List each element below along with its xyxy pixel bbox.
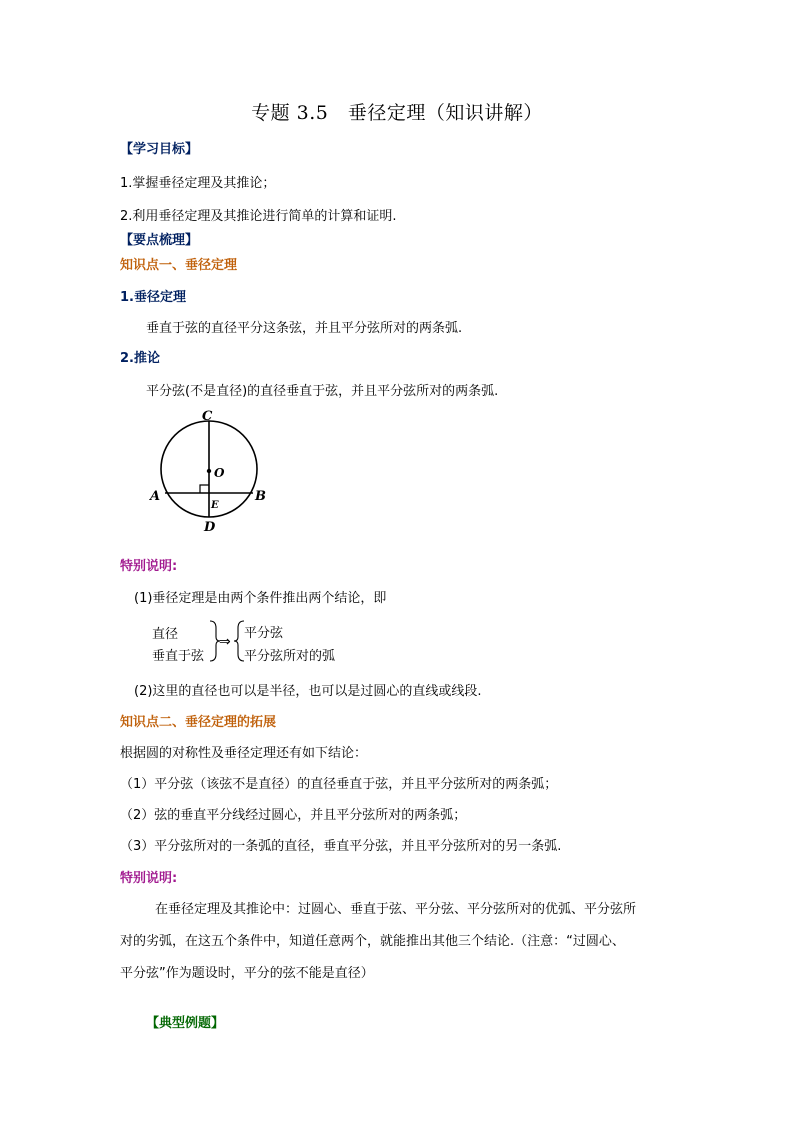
note-2-line-1: 在垂径定理及其推论中：过圆心、垂直于弦、平分弦、平分弦所对的优弧、平分弦所 — [155, 902, 637, 917]
page-title: 专题 3.5 垂径定理（知识讲解） — [251, 102, 543, 124]
conclusion-1: 平分弦 — [244, 626, 284, 641]
subsection-2-text: 平分弦(不是直径)的直径垂直于弦，并且平分弦所对的两条弧. — [146, 384, 499, 399]
circle-figure — [145, 405, 275, 535]
points-header: 【要点梳理】 — [120, 233, 199, 248]
condition-1: 直径 — [152, 627, 179, 642]
list-item: （2）弦的垂直平分线经过圆心，并且平分弦所对的两条弧； — [120, 808, 467, 823]
right-angle-mark — [200, 485, 209, 493]
goal-item-2: 2.利用垂径定理及其推论进行简单的计算和证明. — [120, 209, 397, 224]
list-item: （3）平分弦所对的一条弧的直径，垂直平分弦，并且平分弦所对的另一条弧. — [120, 839, 562, 854]
label-d: D — [204, 520, 216, 535]
label-e: E — [211, 500, 219, 511]
subsection-1-text: 垂直于弦的直径平分这条弦，并且平分弦所对的两条弧. — [146, 321, 463, 336]
label-c: C — [202, 409, 213, 424]
note-2-title: 特别说明: — [120, 871, 178, 886]
note-1-item-2: (2)这里的直径也可以是半径，也可以是过圆心的直线或线段. — [134, 684, 482, 699]
note-2-line-2: 对的劣弧，在这五个条件中，知道任意两个，就能推出其他三个结论.（注意：“过圆心、 — [120, 934, 625, 949]
goals-header: 【学习目标】 — [120, 142, 199, 157]
note-2-line-3: 平分弦”作为题设时，平分的弦不能是直径） — [120, 966, 374, 981]
label-b: B — [255, 489, 266, 504]
condition-2: 垂直于弦 — [152, 649, 205, 664]
knowledge-point-1-title: 知识点一、垂径定理 — [120, 258, 238, 273]
goal-item-1: 1.掌握垂径定理及其推论； — [120, 176, 276, 191]
subsection-2-title: 2.推论 — [120, 351, 160, 366]
implies-arrow: ⇒ — [219, 634, 231, 650]
note-1-title: 特别说明: — [120, 559, 178, 574]
label-o: O — [214, 466, 225, 480]
left-brace — [234, 621, 244, 661]
conclusion-2: 平分弦所对的弧 — [244, 649, 336, 664]
examples-header: 【典型例题】 — [146, 1016, 225, 1031]
note-1-item-1: (1)垂径定理是由两个条件推出两个结论，即 — [134, 591, 387, 606]
knowledge-point-2-intro: 根据圆的对称性及垂径定理还有如下结论： — [120, 746, 368, 761]
knowledge-point-2-title: 知识点二、垂径定理的拓展 — [120, 715, 277, 730]
center-point — [207, 469, 211, 473]
label-a: A — [150, 489, 161, 504]
subsection-1-title: 1.垂径定理 — [120, 290, 186, 305]
list-item: （1）平分弦（该弦不是直径）的直径垂直于弦，并且平分弦所对的两条弧； — [120, 777, 558, 792]
